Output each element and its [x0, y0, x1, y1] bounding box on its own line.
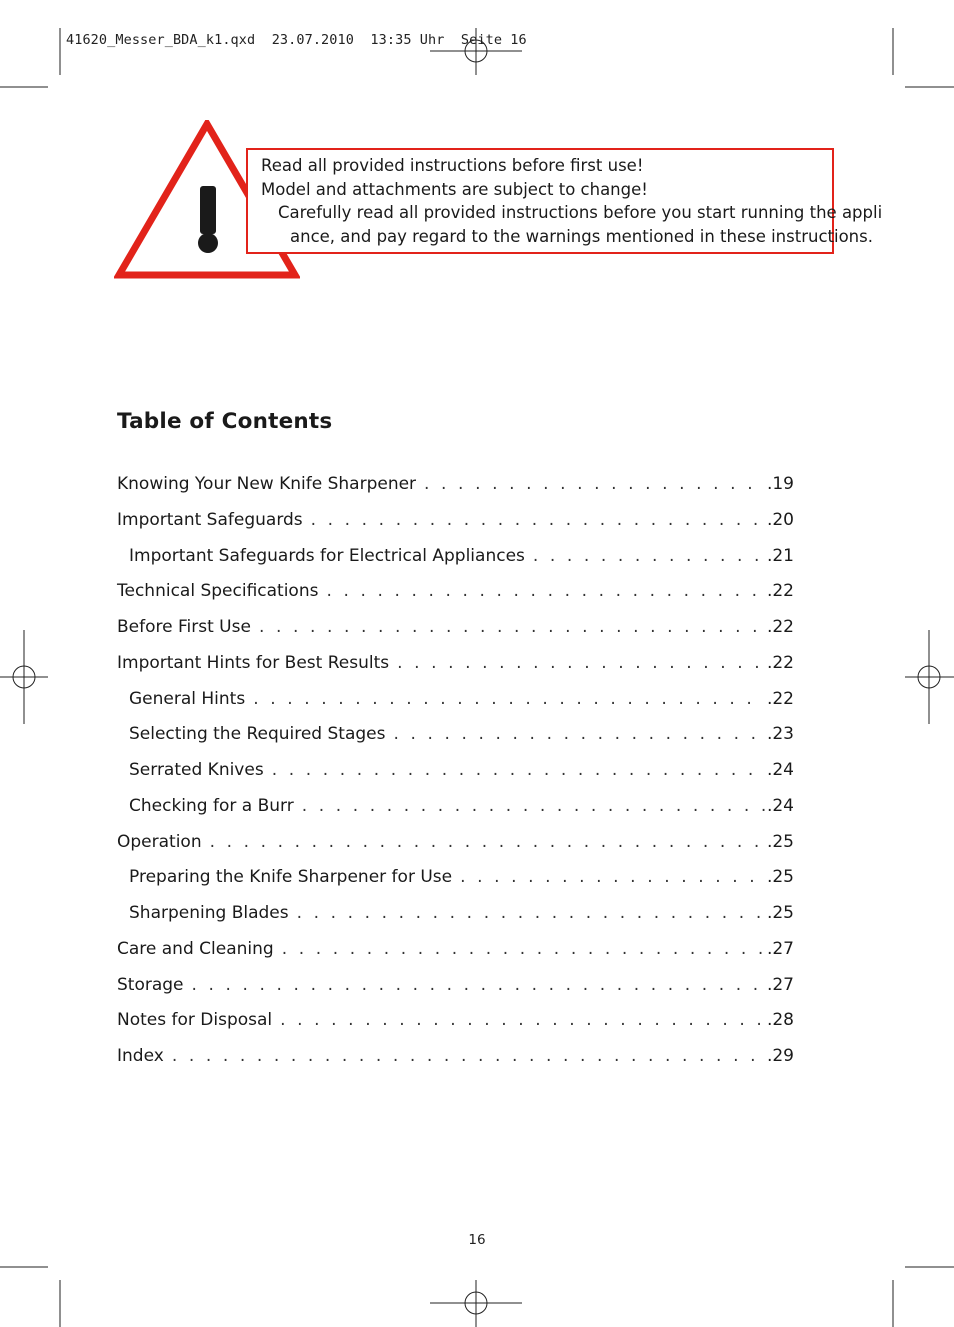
- toc-entry[interactable]: [117, 724, 794, 760]
- print-slug: 41620_Messer_BDA_k1.qxd 23.07.2010 13:35 Uhr Seite 16: [66, 32, 527, 48]
- toc-entry[interactable]: [117, 760, 794, 796]
- toc-entry-label: Technical Specifications: [117, 581, 319, 602]
- toc-leader-dots: [397, 653, 765, 673]
- toc-entry-page: .22: [766, 581, 794, 602]
- toc-title: Table of Contents: [117, 409, 333, 434]
- toc-leader-dots: [253, 689, 765, 709]
- toc-entry-page: .25: [766, 903, 794, 923]
- toc-entry-label: Sharpening Blades: [129, 903, 289, 923]
- toc-entry-page: .28: [766, 1010, 794, 1031]
- toc-leader-dots: [272, 760, 765, 780]
- toc-entry-label: Important Hints for Best Results: [117, 652, 390, 673]
- toc-entry[interactable]: [117, 689, 794, 725]
- toc-entry-label: Index: [117, 1046, 164, 1066]
- toc-leader-dots: [424, 474, 765, 494]
- toc-entry[interactable]: [117, 867, 794, 903]
- toc-leader-dots: [280, 1010, 765, 1030]
- toc-entry-label: Serrated Knives: [129, 760, 264, 780]
- toc-entry-page: .24: [766, 795, 794, 816]
- warning-line: Read all provided instructions before first use!: [261, 156, 644, 175]
- warning-line: Carefully read all provided instructions before you start running the appli: [278, 203, 883, 222]
- toc-entry-page: .21: [766, 545, 794, 566]
- warning-line: Model and attachments are subject to change!: [261, 179, 648, 199]
- toc-entry-label: Operation: [117, 831, 202, 852]
- toc-entry-label: Selecting the Required Stages: [129, 724, 386, 745]
- toc-entry-label: Care and Cleaning: [117, 938, 274, 959]
- toc-entry[interactable]: [117, 581, 794, 617]
- toc-entry-page: .27: [766, 974, 794, 995]
- toc-entry-label: Important Safeguards for Electrical Appliances: [129, 545, 525, 566]
- toc-entry[interactable]: [117, 903, 794, 939]
- toc-entry-page: .22: [766, 652, 794, 673]
- toc-entry-label: Notes for Disposal: [117, 1010, 273, 1031]
- registration-mark-right: [905, 630, 954, 724]
- toc-leader-dots: [172, 1046, 765, 1066]
- toc-entry[interactable]: [117, 510, 794, 546]
- toc-entry[interactable]: [117, 653, 794, 689]
- toc-entry[interactable]: [117, 617, 794, 653]
- toc-entry-label: Before First Use: [117, 617, 251, 637]
- toc-list: [117, 474, 794, 1082]
- toc-entry-page: .25: [766, 867, 794, 888]
- toc-leader-dots: [297, 903, 765, 923]
- toc-entry-page: .29: [766, 1046, 794, 1066]
- toc-entry-label: General Hints: [129, 688, 246, 709]
- toc-entry[interactable]: [117, 474, 794, 510]
- toc-entry-label: Knowing Your New Knife Sharpener: [117, 474, 417, 494]
- toc-entry-label: Preparing the Knife Sharpener for Use: [129, 867, 453, 888]
- toc-leader-dots: [533, 546, 765, 566]
- toc-entry[interactable]: [117, 832, 794, 868]
- toc-entry-page: .19: [766, 474, 794, 494]
- toc-leader-dots: [282, 939, 765, 959]
- toc-entry-label: Storage: [117, 974, 184, 995]
- toc-leader-dots: [259, 617, 765, 637]
- registration-mark-top: [430, 28, 522, 75]
- toc-leader-dots: [210, 832, 765, 852]
- warning-notice: [246, 148, 883, 254]
- toc-leader-dots: [302, 796, 765, 816]
- toc-entry-page: .27: [766, 938, 794, 959]
- toc-entry[interactable]: [117, 939, 794, 975]
- toc-entry-label: Important Safeguards: [117, 509, 303, 530]
- toc-entry[interactable]: [117, 1010, 794, 1046]
- registration-mark-bottom: [430, 1280, 522, 1327]
- warning-line: ance, and pay regard to the warnings mentioned in these instructions.: [290, 226, 873, 246]
- toc-leader-dots: [311, 510, 765, 530]
- toc-entry-page: .23: [766, 724, 794, 745]
- toc-leader-dots: [460, 867, 765, 887]
- toc-entry[interactable]: [117, 546, 794, 582]
- toc-leader-dots: [394, 724, 765, 744]
- toc-entry-page: .22: [766, 617, 794, 637]
- toc-entry-page: .24: [766, 760, 794, 780]
- toc-leader-dots: [326, 581, 764, 601]
- toc-entry-page: .25: [766, 831, 794, 852]
- toc-entry[interactable]: [117, 796, 794, 832]
- toc-entry-label: Checking for a Burr: [129, 795, 294, 816]
- registration-mark-left: [0, 630, 48, 724]
- page-number: 16: [468, 1232, 486, 1248]
- toc-entry-page: .22: [766, 688, 794, 709]
- toc-leader-dots: [192, 975, 765, 995]
- toc-entry[interactable]: [117, 975, 794, 1011]
- toc-entry-page: .20: [766, 509, 794, 530]
- toc-entry[interactable]: [117, 1046, 794, 1082]
